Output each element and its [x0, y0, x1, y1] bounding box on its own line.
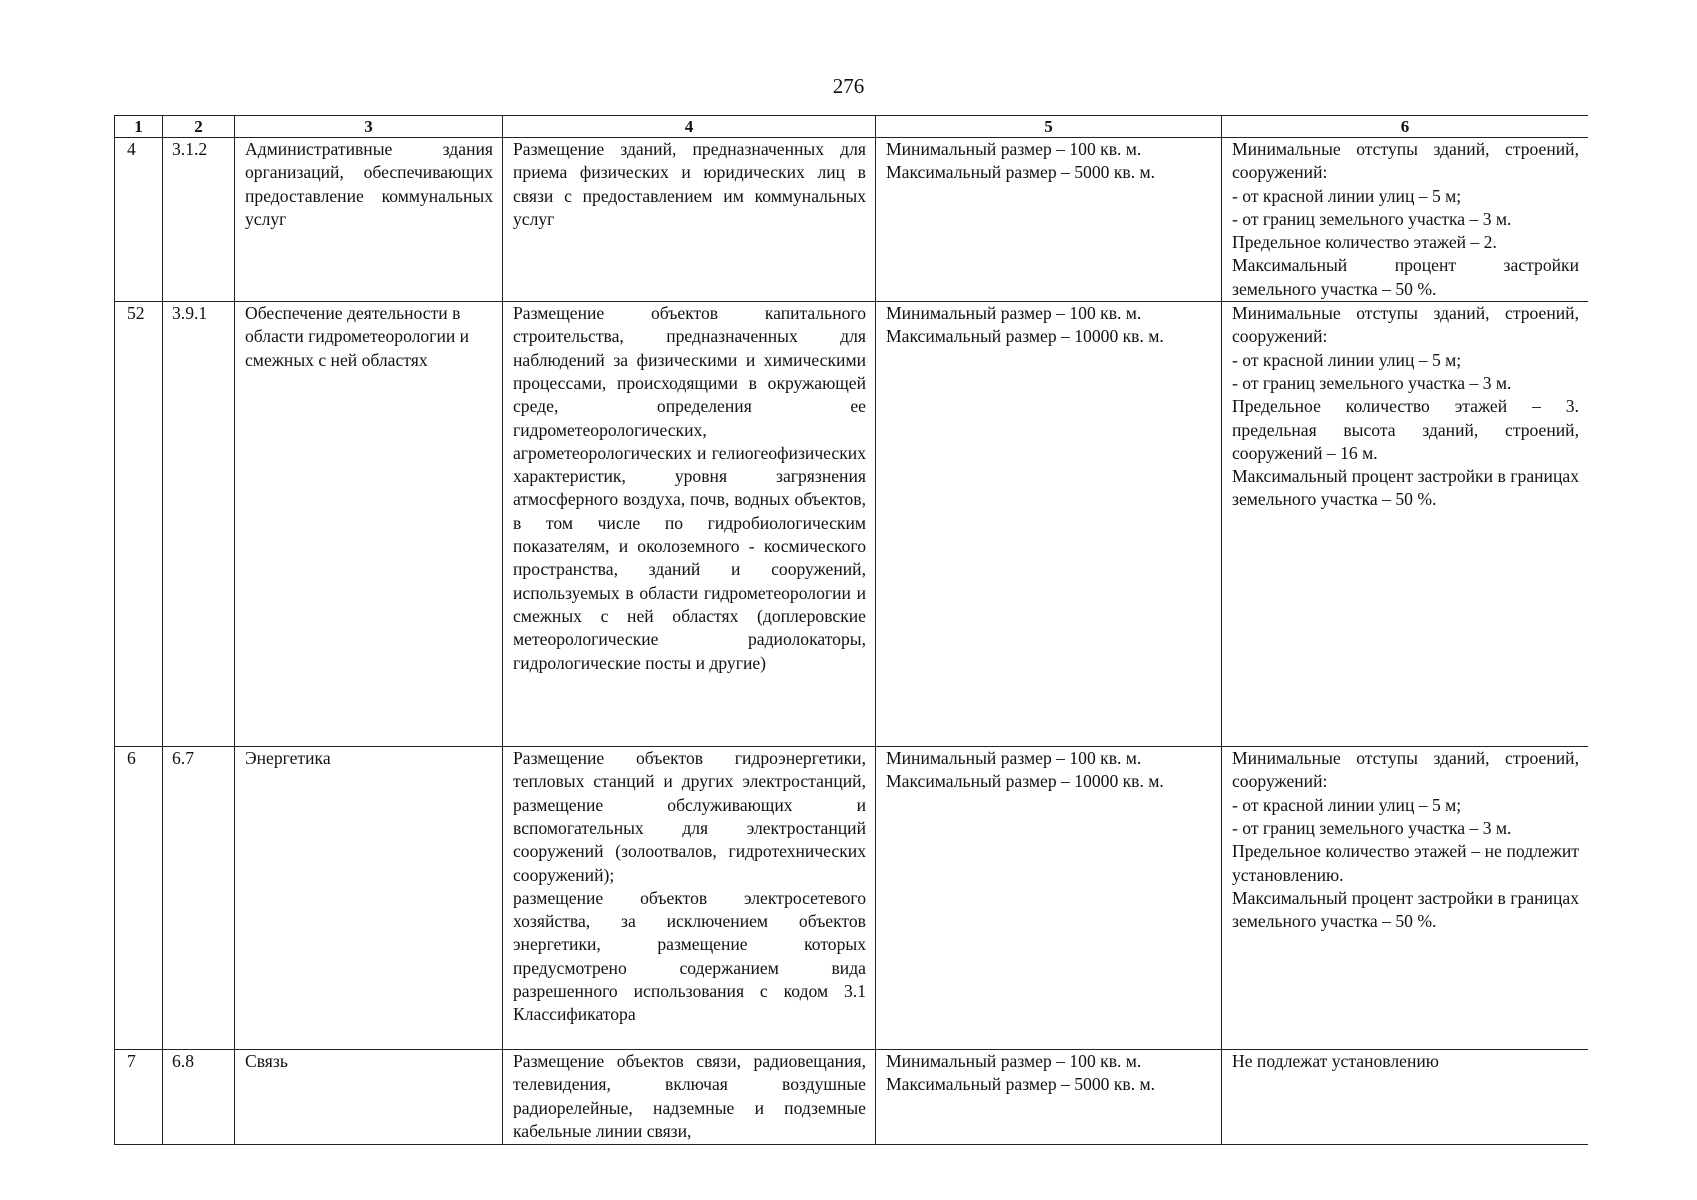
use-code: 3.9.1 [163, 302, 235, 747]
build-parameters-cell [1222, 747, 1589, 1050]
plot-size-min: Минимальный размер – 100 кв. м. [886, 1051, 1142, 1072]
column-header-3: 3 [235, 116, 503, 138]
param-line: - от красной линии улиц – 5 м; [1232, 349, 1462, 370]
table-header-row [115, 116, 1589, 138]
table-row [115, 138, 1589, 302]
param-line: Предельное количество этажей – не подлежит установлению. [1232, 841, 1579, 885]
column-header-6: 6 [1222, 116, 1589, 138]
param-line: Предельное количество этажей – 3. предельная высота зданий, строений, сооружений – 16 м. [1232, 396, 1579, 463]
column-header-2: 2 [163, 116, 235, 138]
use-description: Размещение зданий, предназначенных для приема физических и юридических лиц в связи с предоставлением им коммунальных услуг [503, 138, 876, 302]
column-header-4: 4 [503, 116, 876, 138]
use-code: 6.8 [163, 1050, 235, 1145]
zoning-regulations-table [114, 115, 1588, 1145]
use-name: Энергетика [235, 747, 503, 1050]
build-parameters-cell [1222, 138, 1589, 302]
param-line: Максимальный процент застройки в границах земельного участка – 50 %. [1232, 887, 1579, 932]
plot-size-cell [876, 1050, 1222, 1145]
param-line: Минимальные отступы зданий, строений, сооружений: [1232, 139, 1579, 183]
plot-size-max: Максимальный размер – 10000 кв. м. [886, 326, 1164, 347]
description-part: размещение объектов электросетевого хозяйства, за исключением объектов энергетики, размещение которых предусмотрено содержанием вида разрешенного использования с кодом 3.1 Классификатора [513, 887, 866, 1025]
build-parameters-cell [1222, 302, 1589, 747]
param-line: Минимальные отступы зданий, строений, сооружений: [1232, 303, 1579, 347]
table-row [115, 302, 1589, 747]
plot-size-min: Минимальный размер – 100 кв. м. [886, 139, 1142, 159]
plot-size-max: Максимальный размер – 10000 кв. м. [886, 771, 1164, 792]
build-parameters-cell [1222, 1050, 1589, 1145]
use-description [503, 747, 876, 1050]
plot-size-max: Максимальный размер – 5000 кв. м. [886, 162, 1156, 183]
row-number: 52 [115, 302, 163, 747]
plot-size-min: Минимальный размер – 100 кв. м. [886, 748, 1142, 769]
param-line: Максимальный процент застройки в границах земельного участка – 50 %. [1232, 466, 1579, 510]
param-line: Предельное количество этажей – 2. [1232, 232, 1497, 253]
param-line: - от красной линии улиц – 5 м; [1232, 185, 1462, 206]
param-line: - от границ земельного участка – 3 м. [1232, 208, 1512, 229]
param-line: - от красной линии улиц – 5 м; [1232, 794, 1462, 815]
table-row [115, 747, 1589, 1050]
table-row [115, 1050, 1589, 1145]
use-code: 3.1.2 [163, 138, 235, 302]
param-line: - от границ земельного участка – 3 м. [1232, 372, 1512, 393]
zoning-table-frame [114, 115, 1588, 1145]
page-number: 276 [832, 74, 865, 98]
use-description: Размещение объектов связи, радиовещания, телевидения, включая воздушные радиорелейные, надземные и подземные кабельные линии связи, [503, 1050, 876, 1145]
row-number: 4 [115, 138, 163, 302]
use-description: Размещение объектов капитального строительства, предназначенных для наблюдений за физическими и химическими процессами, происходящими в окружающей среде, определения ее гидрометеорологических, агрометеорологических и гелиогеофизических характеристик, уровня загрязнения атмосферного воздуха, почв, водных объектов, в том числе по гидробиологическим показателям, и околоземного - космического пространства, зданий и сооружений, используемых в области гидрометеорологии и смежных с ней областях (доплеровские метеорологические радиолокаторы, гидрологические посты и другие) [503, 302, 876, 747]
use-name: Административные здания организаций, обеспечивающих предоставление коммунальных услуг [235, 138, 503, 302]
use-name: Связь [235, 1050, 503, 1145]
description-part: Размещение объектов гидроэнергетики, тепловых станций и других электростанций, размещение обслуживающих и вспомогательных для электростанций сооружений (золоотвалов, гидротехнических сооружений); [513, 748, 866, 885]
column-header-5: 5 [876, 116, 1222, 138]
row-number: 6 [115, 747, 163, 1050]
use-code: 6.7 [163, 747, 235, 1050]
plot-size-cell [876, 302, 1222, 747]
param-line: Не подлежат установлению [1232, 1051, 1439, 1072]
param-line: Минимальные отступы зданий, строений, сооружений: [1232, 748, 1579, 792]
row-number: 7 [115, 1050, 163, 1145]
plot-size-min: Минимальный размер – 100 кв. м. [886, 303, 1142, 324]
plot-size-cell [876, 138, 1222, 302]
param-line: - от границ земельного участка – 3 м. [1232, 817, 1512, 838]
use-name: Обеспечение деятельности в области гидрометеорологии и смежных с ней областях [235, 302, 503, 747]
plot-size-cell [876, 747, 1222, 1050]
param-line: Максимальный процент застройки земельного участка – 50 %. [1232, 255, 1579, 299]
column-header-1: 1 [115, 116, 163, 138]
plot-size-max: Максимальный размер – 5000 кв. м. [886, 1074, 1156, 1095]
